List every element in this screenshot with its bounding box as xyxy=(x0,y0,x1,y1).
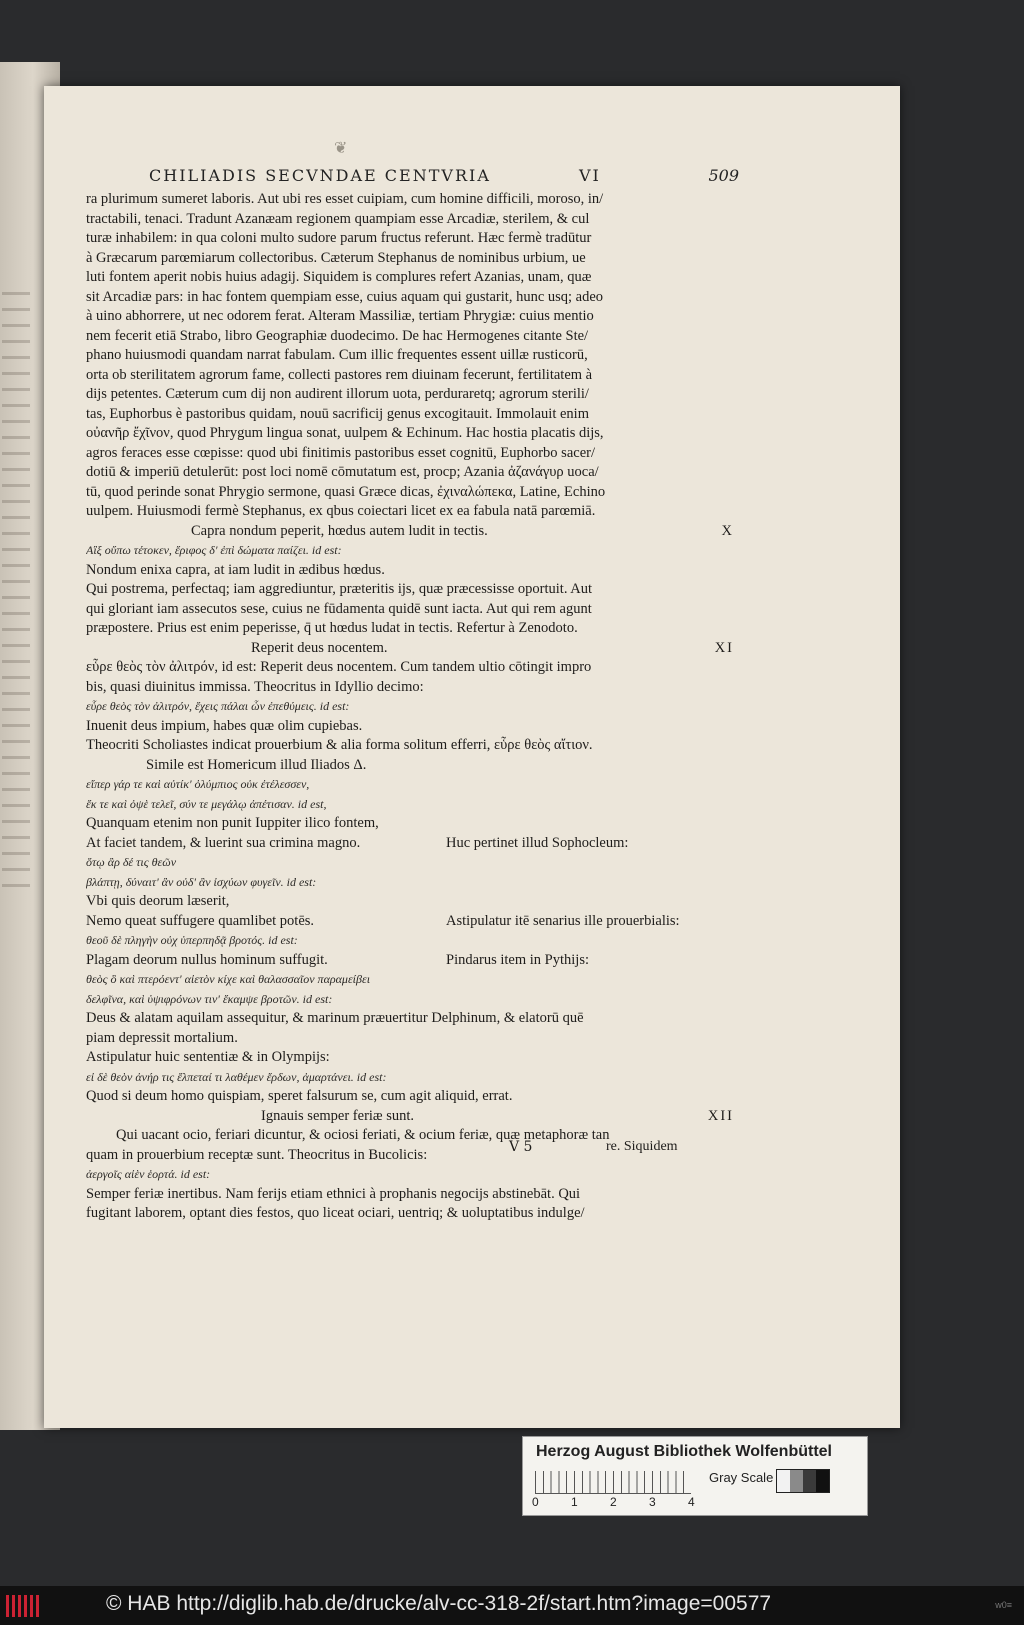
ruler xyxy=(535,1471,691,1494)
signature-mark: V 5 xyxy=(509,1139,533,1155)
line-text: Nondum enixa capra, at iam ludit in ædibus hœdus. xyxy=(86,561,385,578)
line-text: Reperit deus nocentem. xyxy=(251,639,388,656)
line-text: Vbi quis deorum læserit, xyxy=(86,893,230,909)
line-text: luti fontem aperit nobis huius adagij. Siquidem is complures refert Azanias, unam, quæ xyxy=(86,269,592,285)
text-line xyxy=(86,229,736,249)
side-remark: Astipulatur itē senarius ille prouerbialis: xyxy=(446,912,680,929)
text-line xyxy=(86,756,736,776)
ruler-tick-label: 3 xyxy=(649,1495,656,1509)
line-text: Simile est Homericum illud Iliados Δ. xyxy=(146,756,367,773)
color-scale-card xyxy=(522,1436,868,1516)
text-line xyxy=(86,1048,736,1068)
line-text: tractabili, tenaci. Tradunt Azanæam regionem quampiam esse Arcadiæ, sterilem, & cul xyxy=(86,210,590,227)
line-text: εἰ δὲ θεὸν ἀνήρ τις ἔλπεταί τι λαθέμεν ἔρδων, ἁμαρτάνει. id est: xyxy=(86,1069,387,1084)
text-line xyxy=(86,366,736,386)
line-text: præpostere. Prius est enim peperisse, q̄ ut hœdus ludat in tectis. Refertur à Zenodoto. xyxy=(86,620,578,636)
corner-mark: w0≡ xyxy=(995,1600,1012,1610)
line-text: Quanquam etenim non punit Iuppiter ilico fontem, xyxy=(86,815,379,831)
adage-number: X xyxy=(721,522,734,539)
text-line xyxy=(86,405,736,425)
line-text: fugitant laborem, optant dies festos, quo liceat ociari, uentriq; & uoluptatibus indulge/ xyxy=(86,1205,585,1221)
text-line xyxy=(86,697,736,717)
text-line xyxy=(86,990,736,1010)
line-text: ὅτῳ ἂρ δέ τις θεῶν xyxy=(86,855,177,869)
text-line xyxy=(86,210,736,230)
line-text: dijs petentes. Cæterum cum dij non audirent illorum uota, perduraretq; agrorum sterili/ xyxy=(86,386,589,402)
ruler-tick-label: 4 xyxy=(688,1495,695,1509)
text-line xyxy=(86,717,736,737)
line-text: Capra nondum peperit, hœdus autem ludit in tectis. xyxy=(191,522,488,539)
text-line xyxy=(86,288,736,308)
line-text: Quod si deum homo quispiam, speret falsurum se, cum agit aliquid, errat. xyxy=(86,1088,513,1104)
gray-swatches xyxy=(776,1469,830,1493)
text-line xyxy=(86,424,736,444)
text-line xyxy=(86,931,736,951)
text-line xyxy=(86,1009,736,1029)
library-name: Herzog August Bibliothek Wolfenbüttel xyxy=(536,1443,832,1460)
text-line xyxy=(86,444,736,464)
side-remark: Huc pertinet illud Sophocleum: xyxy=(446,834,629,851)
text-line xyxy=(86,619,736,639)
text-line xyxy=(86,853,736,873)
text-line xyxy=(86,483,736,503)
line-text: Plagam deorum nullus hominum suffugit. xyxy=(86,951,328,968)
text-line xyxy=(86,1087,736,1107)
ruler-tick-label: 2 xyxy=(610,1495,617,1509)
line-text: Deus & alatam aquilam assequitur, & marinum præuertitur Delphinum, & elatorū quē xyxy=(86,1010,584,1026)
line-text: Ignauis semper feriæ sunt. xyxy=(261,1107,415,1124)
text-line xyxy=(86,327,736,347)
line-text: turæ inhabilem: in qua coloni multo sudore parum fructus referunt. Hæc fermè tradūtur xyxy=(86,230,592,246)
line-text: dotiū & imperiū detulerūt: post loci nomē cōmutatum est, procp; Azania ἀζανάγυρ uoca/ xyxy=(86,464,599,480)
text-line xyxy=(86,463,736,483)
body-text xyxy=(86,190,736,1224)
line-text: bis, quasi diuinitus immissa. Theocritus in Idyllio decimo: xyxy=(86,678,424,695)
line-text: θεὸς ὃ καὶ πτερόεντ' αἰετὸν κίχε καὶ θαλασσαῖον παραμείβει xyxy=(86,972,371,986)
facing-page-text-fragment xyxy=(2,292,30,892)
text-line xyxy=(86,249,736,269)
centuria-number: VI xyxy=(579,166,601,185)
line-text: Astipulatur huic sententiæ & in Olympijs: xyxy=(86,1049,330,1065)
gray-swatch xyxy=(816,1470,829,1492)
printer-ornament-icon: ❦ xyxy=(334,138,348,157)
text-line xyxy=(86,678,736,698)
footer-bar xyxy=(0,1586,1024,1625)
text-line xyxy=(86,268,736,288)
line-text: Theocriti Scholiastes indicat prouerbium & alia forma solitum efferri, εὗρε θεὸς αἴτιον. xyxy=(86,737,593,753)
line-text: Semper feriæ inertibus. Nam ferijs etiam ethnici à prophanis negocijs abstinebāt. Qui xyxy=(86,1185,581,1202)
gray-swatch xyxy=(803,1470,816,1492)
line-text: βλάπτῃ, δύναιτ' ἂν οὐδ' ἂν ἰσχύων φυγεῖν. id est: xyxy=(86,874,317,889)
text-line xyxy=(86,1204,736,1224)
ruler-numbers xyxy=(532,1495,705,1511)
line-text: Qui postrema, perfectaq; iam aggrediuntur, præteritis ijs, quæ præcessisse oportuit. Aut xyxy=(86,581,593,597)
ruler-tick-label: 1 xyxy=(571,1495,578,1509)
line-text: orta ob sterilitatem agrorum fame, collecti pastores rem diuinam fecerunt, fertilitatem à xyxy=(86,366,593,383)
line-text: qui gloriant iam assecutos sese, cuius ne fūdamenta quidē sunt iacta. Aut qui rem agunt xyxy=(86,600,592,617)
line-text: phano huiusmodi quandam narrat fabulam. Cum illic frequentes essent uillæ rusticorū, xyxy=(86,347,588,363)
line-text: sit Arcadiæ pars: in hac fontem quempiam esse, cuius aquam qui gustarit, hunc usq; adeo xyxy=(86,288,604,305)
adage-number: XI xyxy=(714,639,734,656)
line-text: ἔκ τε καὶ ὀψὲ τελεῖ, σύν τε μεγάλῳ ἀπέτισαν. id est, xyxy=(86,796,327,811)
line-text: δελφῖνα, καὶ ὑψιφρόνων τιν' ἔκαμψε βροτῶν. id est: xyxy=(86,991,333,1006)
line-text: à Græcarum parœmiarum collectoribus. Cæterum Stephanus de nominibus urbium, ue xyxy=(86,249,586,266)
ruler-tick-label: 0 xyxy=(532,1495,539,1509)
text-line xyxy=(86,775,736,795)
text-line xyxy=(86,541,736,561)
text-line xyxy=(86,1165,736,1185)
text-line xyxy=(86,912,736,932)
text-line xyxy=(86,600,736,620)
line-text: tas, Euphorbus è pastoribus quidam, nouū sacrificij genus excogitauit. Immolauit enim xyxy=(86,405,589,422)
line-text: à uino abhorrere, ut nec odorem ferat. Alteram Massiliæ, tertiam Phrygiæ: cuius mentio xyxy=(86,308,594,324)
line-text: εὗρε θεὸς τὸν ἀλιτρόν, id est: Reperit deus nocentem. Cum tandem ultio cōtingit impro xyxy=(86,659,592,675)
text-line xyxy=(86,814,736,834)
text-line xyxy=(86,502,736,522)
text-line xyxy=(86,190,736,210)
line-text: εἴπερ γάρ τε καὶ αὐτίκ' ὀλύμπιος οὐκ ἐτέλεσσεν, xyxy=(86,777,310,791)
gray-scale-label: Gray Scale xyxy=(709,1470,774,1485)
line-text: agros feraces esse cœpisse: quod ubi finitimis pastoribus esset cognitū, Euphorbo sacer/ xyxy=(86,444,595,461)
text-line xyxy=(86,307,736,327)
line-text: ἀεργοῖς αἰὲν ἑορτά. id est: xyxy=(86,1167,211,1181)
text-line xyxy=(86,970,736,990)
line-text: piam depressit mortalium. xyxy=(86,1029,238,1046)
line-text: tū, quod perinde sonat Phrygio sermone, quasi Græce dicas, ἐχιναλώπεκα, Latine, Echino xyxy=(86,483,606,500)
book-page xyxy=(44,86,900,1428)
line-text: quam in prouerbium receptæ sunt. Theocritus in Bucolicis: xyxy=(86,1146,428,1163)
line-text: Αἲξ οὔπω τέτοκεν, ἔριφος δ' ἐπὶ δώματα παίζει. id est: xyxy=(86,543,342,557)
hab-logo-icon xyxy=(6,1595,42,1617)
text-line xyxy=(86,736,736,756)
line-text: ra plurimum sumeret laboris. Aut ubi res esset cuipiam, cum homine difficili, moroso, in/ xyxy=(86,191,604,207)
text-line xyxy=(86,1185,736,1205)
line-text: οὐανῆρ ἔχῖνον, quod Phrygum lingua sonat, uulpem & Echinum. Hac hostia placatis dijs, xyxy=(86,425,604,441)
text-line xyxy=(86,522,736,542)
catchword: re. Siquidem xyxy=(606,1139,678,1154)
text-line xyxy=(86,873,736,893)
line-text: Qui uacant ocio, feriari dicuntur, & ociosi feriati, & ocium feriæ, quæ metaphoræ tan xyxy=(116,1127,610,1143)
text-line xyxy=(86,1029,736,1049)
line-text: Inuenit deus impium, habes quæ olim cupiebas. xyxy=(86,717,363,734)
source-credit-link[interactable]: © HAB http://diglib.hab.de/drucke/alv-cc-318-2f/start.htm?image=00577 xyxy=(106,1592,772,1615)
adage-number: XII xyxy=(707,1107,734,1124)
line-text: εὗρε θεὸς τὸν ἀλιτρόν, ἔχεις πάλαι ὧν ἐπεθύμεις. id est: xyxy=(86,699,350,713)
text-line xyxy=(86,561,736,581)
text-line xyxy=(86,1068,736,1088)
line-text: θεοῦ δὲ πληγὴν οὐχ ὑπερπηδᾷ βροτός. id est: xyxy=(86,933,298,947)
gray-swatch xyxy=(777,1470,790,1492)
text-line xyxy=(86,385,736,405)
page-number: 509 xyxy=(708,166,739,185)
line-text: uulpem. Huiusmodi fermè Stephanus, ex qbus coiectari licet ex ea fabula natā parœmiā. xyxy=(86,503,596,519)
line-text: Nemo queat suffugere quamlibet potēs. xyxy=(86,912,315,929)
line-text: nem fecerit etiā Strabo, libro Geographiæ duodecimo. De hac Hermogenes citante Ste/ xyxy=(86,327,589,344)
text-line xyxy=(86,892,736,912)
text-line xyxy=(86,639,736,659)
text-line xyxy=(86,658,736,678)
text-line xyxy=(86,795,736,815)
text-line xyxy=(86,580,736,600)
line-text: At faciet tandem, & luerint sua crimina magno. xyxy=(86,834,361,851)
gray-swatch xyxy=(790,1470,803,1492)
text-line xyxy=(86,346,736,366)
text-line xyxy=(86,1107,736,1127)
text-line xyxy=(86,951,736,971)
side-remark: Pindarus item in Pythijs: xyxy=(446,951,589,968)
running-title: CHILIADIS SECVNDAE CENTVRIA xyxy=(149,166,491,185)
text-line xyxy=(86,834,736,854)
